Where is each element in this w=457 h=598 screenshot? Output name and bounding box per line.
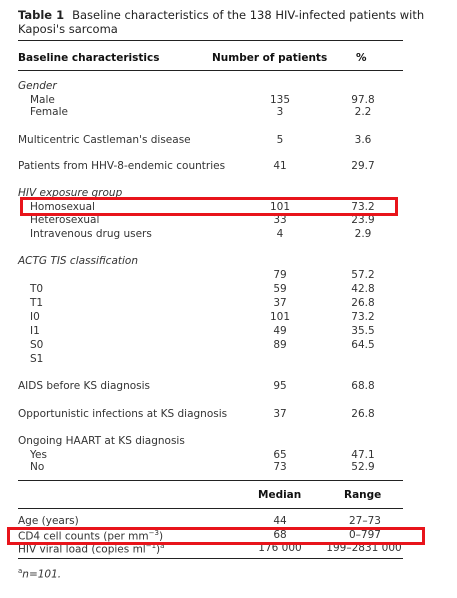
- viral-label-text: HIV viral load (copies ml: [18, 543, 146, 556]
- exposure-homo-n: 101: [269, 201, 291, 213]
- exposure-homo-label: Homosexual: [30, 201, 95, 213]
- gender-female-n: 3: [276, 106, 284, 118]
- footnote-marker: a: [18, 567, 23, 575]
- castleman-label: Multicentric Castleman's disease: [18, 134, 191, 146]
- viral-footnote-marker: a: [160, 542, 165, 550]
- gender-female-percent: 2.2: [354, 106, 372, 118]
- haart-yes-percent: 47.1: [351, 449, 375, 461]
- actg-n: 37: [273, 297, 287, 309]
- actg-n: 79: [273, 269, 287, 281]
- actg-heading: ACTG TIS classification: [18, 255, 139, 267]
- haart-yes-n: 65: [273, 449, 287, 461]
- exposure-ivdu-label: Intravenous drug users: [30, 228, 152, 240]
- actg-percent: 42.8: [351, 283, 375, 295]
- aids-percent: 68.8: [351, 380, 375, 392]
- exposure-hetero-label: Heterosexual: [30, 214, 100, 226]
- actg-percent: 57.2: [351, 269, 375, 281]
- haart-no-n: 73: [273, 461, 287, 473]
- column-header-median: Median: [258, 489, 302, 501]
- haart-no-label: No: [30, 461, 45, 473]
- exposure-heading: HIV exposure group: [18, 187, 123, 199]
- actg-label: S0: [30, 339, 44, 351]
- age-label: Age (years): [18, 515, 79, 527]
- age-median: 44: [273, 515, 287, 527]
- table-label: Table 1: [18, 8, 65, 22]
- aids-label: AIDS before KS diagnosis: [18, 380, 151, 392]
- column-header-percent: %: [356, 52, 367, 64]
- opportunistic-percent: 26.8: [351, 408, 375, 420]
- exposure-homo-percent: 73.2: [351, 201, 375, 213]
- bottom-rule: [18, 558, 403, 559]
- haart-heading: Ongoing HAART at KS diagnosis: [18, 435, 185, 447]
- actg-percent: 64.5: [351, 339, 375, 351]
- castleman-n: 5: [276, 134, 284, 146]
- gender-male-n: 135: [269, 94, 291, 106]
- opportunistic-label: Opportunistic infections at KS diagnosis: [18, 408, 228, 420]
- actg-percent: 35.5: [351, 325, 375, 337]
- opportunistic-n: 37: [273, 408, 287, 420]
- footnote: [18, 567, 61, 581]
- median-header-rule: [18, 508, 403, 509]
- gender-female-label: Female: [30, 106, 68, 118]
- viral-range: 199–2831 000: [326, 542, 402, 554]
- actg-label: I1: [30, 325, 40, 337]
- highlight-cd4-row: [7, 527, 425, 545]
- exposure-ivdu-n: 4: [276, 228, 284, 240]
- actg-percent: 73.2: [351, 311, 375, 323]
- header-rule: [18, 70, 403, 71]
- actg-label: I0: [30, 311, 40, 323]
- exposure-ivdu-percent: 2.9: [354, 228, 372, 240]
- cd4-unit-exponent: −3: [148, 529, 159, 537]
- endemic-n: 41: [273, 160, 287, 172]
- actg-n: 59: [273, 283, 287, 295]
- column-header-characteristics: Baseline characteristics: [18, 52, 160, 64]
- haart-no-percent: 52.9: [351, 461, 375, 473]
- section-rule: [18, 480, 403, 481]
- caption-line-1: Baseline characteristics of the 138 HIV-infected patients with: [72, 8, 425, 22]
- actg-label: S1: [30, 353, 44, 365]
- gender-heading: Gender: [18, 80, 57, 92]
- endemic-label: Patients from HHV-8-endemic countries: [18, 160, 226, 172]
- haart-yes-label: Yes: [30, 449, 47, 461]
- cd4-label-text: CD4 cell counts (per mm: [18, 530, 149, 543]
- caption-line-2: Kaposi's sarcoma: [18, 22, 118, 36]
- actg-n: 101: [269, 311, 291, 323]
- exposure-hetero-n: 33: [273, 214, 287, 226]
- highlight-homosexual-row: [20, 197, 398, 216]
- viral-unit-exponent: −1: [145, 542, 157, 550]
- actg-n: 89: [273, 339, 287, 351]
- column-header-number: Number of patients: [212, 52, 328, 64]
- actg-label: T0: [30, 283, 44, 295]
- age-range: 27–73: [349, 515, 381, 527]
- gender-male-percent: 97.8: [351, 94, 375, 106]
- viral-median: 176 000: [258, 542, 302, 554]
- actg-n: 49: [273, 325, 287, 337]
- actg-label: T1: [30, 297, 44, 309]
- actg-percent: 26.8: [351, 297, 375, 309]
- cd4-median: 68: [273, 529, 287, 541]
- endemic-percent: 29.7: [351, 160, 375, 172]
- column-header-range: Range: [344, 489, 382, 501]
- gender-male-label: Male: [30, 94, 55, 106]
- exposure-hetero-percent: 23.9: [351, 214, 375, 226]
- footnote-text: n=101.: [22, 568, 62, 581]
- aids-n: 95: [273, 380, 287, 392]
- table-caption: [18, 8, 424, 22]
- castleman-percent: 3.6: [354, 134, 372, 146]
- top-rule: [18, 40, 403, 41]
- cd4-range: 0–797: [349, 529, 381, 541]
- cd4-label-end: ): [158, 530, 164, 543]
- viral-label-end: ): [156, 543, 161, 556]
